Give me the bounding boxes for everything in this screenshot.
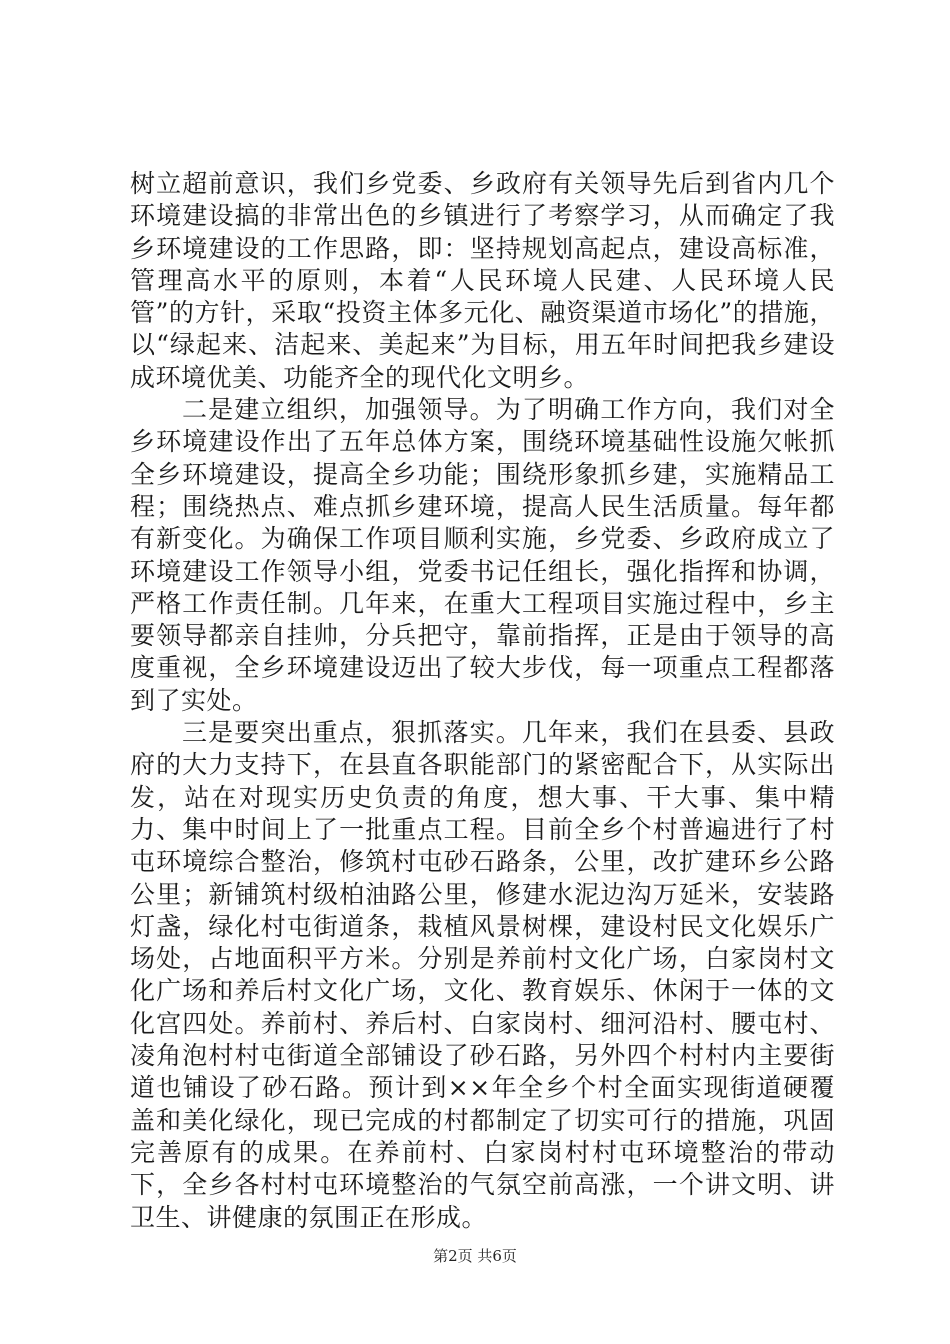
page-number-footer: 第2页 共6页: [433, 1247, 517, 1265]
paragraph-3: 三是要突出重点，狠抓落实。几年来，我们在县委、县政府的大力支持下，在县直各职能部门的紧密配合下，从实际出发，站在对现实历史负责的角度，想大事、干大事、集中精力、集中时间上了一批重点工程。目前全乡个村普遍进行了村屯环境综合整治，修筑村屯砂石路条，公里，改扩建环乡公路公里；新铺筑村级柏油路公里，修建水泥边沟万延米，安装路灯盏，绿化村屯街道条，栽植风景树棵，建设村民文化娱乐广场处，占地面积平方米。分别是养前村文化广场，白家岗村文化广场和养后村文化广场，文化、教育娱乐、休闲于一体的文化宫四处。养前村、养后村、白家岗村、细河沿村、腰屯村、凌角泡村村屯街道全部铺设了砂石路，另外四个村村内主要街道也铺设了砂石路。预计到××年全乡个村全面实现街道硬覆盖和美化绿化，现已完成的村都制定了切实可行的措施，巩固完善原有的成果。在养前村、白家岗村村屯环境整治的带动下，全乡各村村屯环境整治的气氛空前高涨，一个讲文明、讲卫生、讲健康的氛围正在形成。: [130, 718, 835, 1232]
paragraph-1: 树立超前意识，我们乡党委、乡政府有关领导先后到省内几个环境建设搞的非常出色的乡镇进行了考察学习，从而确定了我乡环境建设的工作思路，即：坚持规划高起点，建设高标准，管理高水平的原则，本着“人民环境人民建、人民环境人民管”的方针，采取“投资主体多元化、融资渠道市场化”的措施，以“绿起来、洁起来、美起来”为目标，用五年时间把我乡建设成环境优美、功能齐全的现代化文明乡。: [130, 169, 835, 392]
paragraph-2: 二是建立组织，加强领导。为了明确工作方向，我们对全乡环境建设作出了五年总体方案，围绕环境基础性设施欠帐抓全乡环境建设，提高全乡功能；围绕形象抓乡建，实施精品工程；围绕热点、难点抓乡建环境，提高人民生活质量。每年都有新变化。为确保工作项目顺利实施，乡党委、乡政府成立了环境建设工作领导小组，党委书记任组长，强化指挥和协调，严格工作责任制。几年来，在重大工程项目实施过程中，乡主要领导都亲自挂帅，分兵把守，靠前指挥，正是由于领导的高度重视，全乡环境建设迈出了较大步伐，每一项重点工程都落到了实处。: [130, 395, 835, 715]
document-body: [130, 168, 835, 1234]
